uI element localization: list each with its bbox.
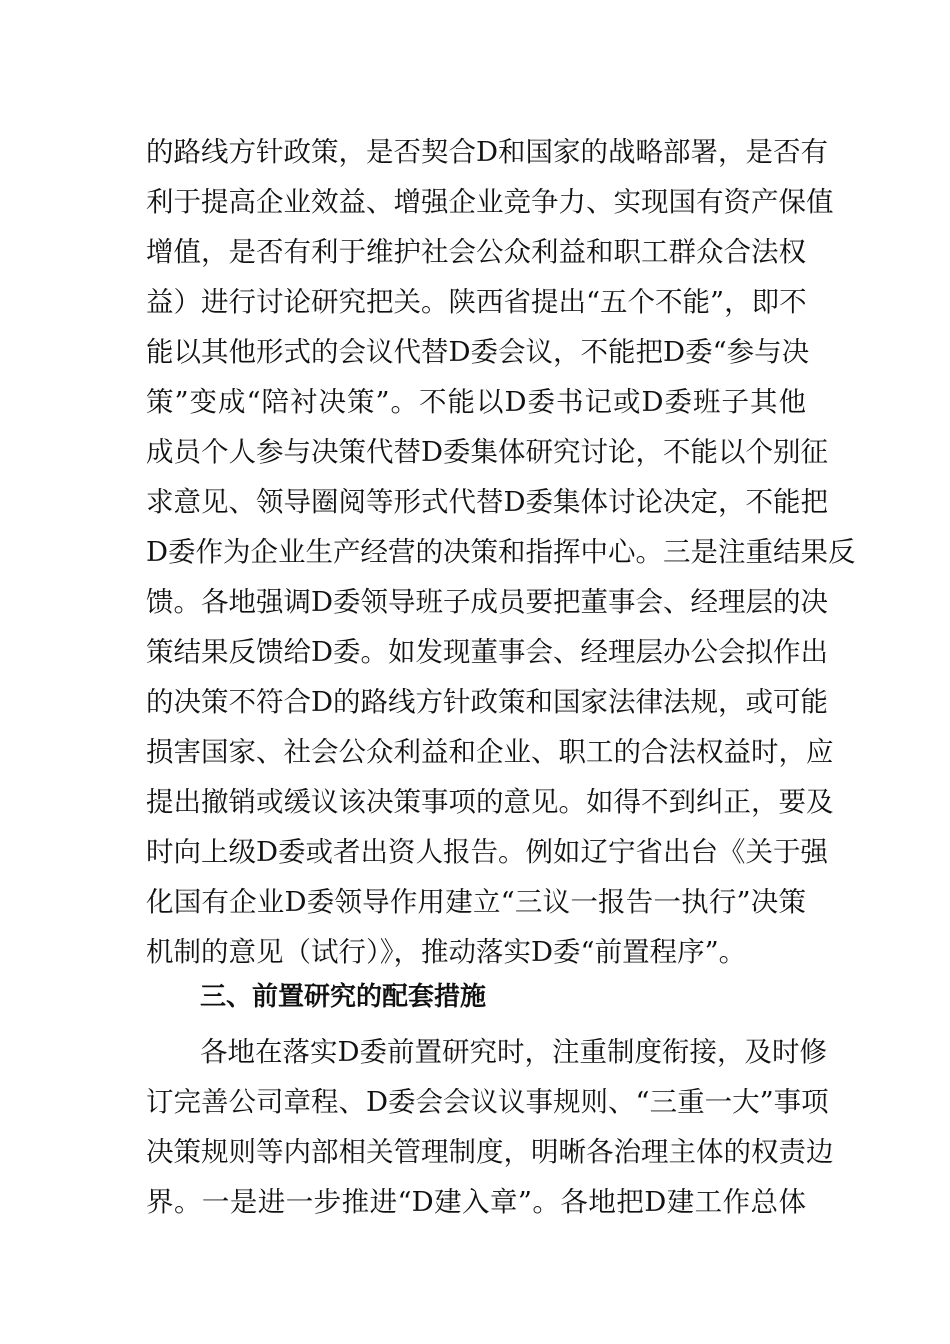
paragraph-line: 订完善公司章程、D委会会议议事规则、“三重一大”事项 [146,1086,829,1118]
paragraph-line: 决策规则等内部相关管理制度，明晰各治理主体的权责边 [146,1136,834,1168]
paragraph-line: 成员个人参与决策代替D委集体研究讨论，不能以个别征 [146,436,829,468]
paragraph-line: 提出撤销或缓议该决策事项的意见。如得不到纠正，要及 [146,786,834,818]
paragraph-line: 求意见、领导圈阅等形式代替D委集体讨论决定，不能把 [146,486,829,518]
paragraph-line: 损害国家、社会公众利益和企业、职工的合法权益时，应 [146,736,834,768]
paragraph-line: 馈。各地强调D委领导班子成员要把董事会、经理层的决 [146,586,829,618]
paragraph-line: 利于提高企业效益、增强企业竞争力、实现国有资产保值 [146,186,834,218]
paragraph-line: 化国有企业D委领导作用建立“三议一报告一执行”决策 [146,886,806,918]
section-heading: 三、前置研究的配套措施 [200,982,487,1012]
paragraph-line: D委作为企业生产经营的决策和指挥中心。三是注重结果反 [146,536,856,568]
paragraph-line: 的路线方针政策，是否契合D和国家的战略部署，是否有 [146,136,829,168]
paragraph-line: 益）进行讨论研究把关。陕西省提出“五个不能”，即不 [146,286,807,318]
paragraph-line: 增值，是否有利于维护社会公众利益和职工群众合法权 [146,236,806,268]
paragraph-line: 能以其他形式的会议代替D委会议，不能把D委“参与决 [146,336,810,368]
paragraph-line: 界。一是进一步推进“D建入章”。各地把D建工作总体 [146,1186,806,1218]
paragraph-line: 策结果反馈给D委。如发现董事会、经理层办公会拟作出 [146,636,829,668]
paragraph-line: 机制的意见（试行）》，推动落实D委“前置程序”。 [146,936,747,968]
paragraph-line: 时向上级D委或者出资人报告。例如辽宁省出台《关于强 [146,836,829,868]
paragraph-line: 各地在落实D委前置研究时，注重制度衔接，及时修 [200,1036,828,1068]
paragraph-line: 的决策不符合D的路线方针政策和国家法律法规，或可能 [146,686,829,718]
paragraph-line: 策”变成“陪衬决策”。不能以D委书记或D委班子其他 [146,386,806,418]
